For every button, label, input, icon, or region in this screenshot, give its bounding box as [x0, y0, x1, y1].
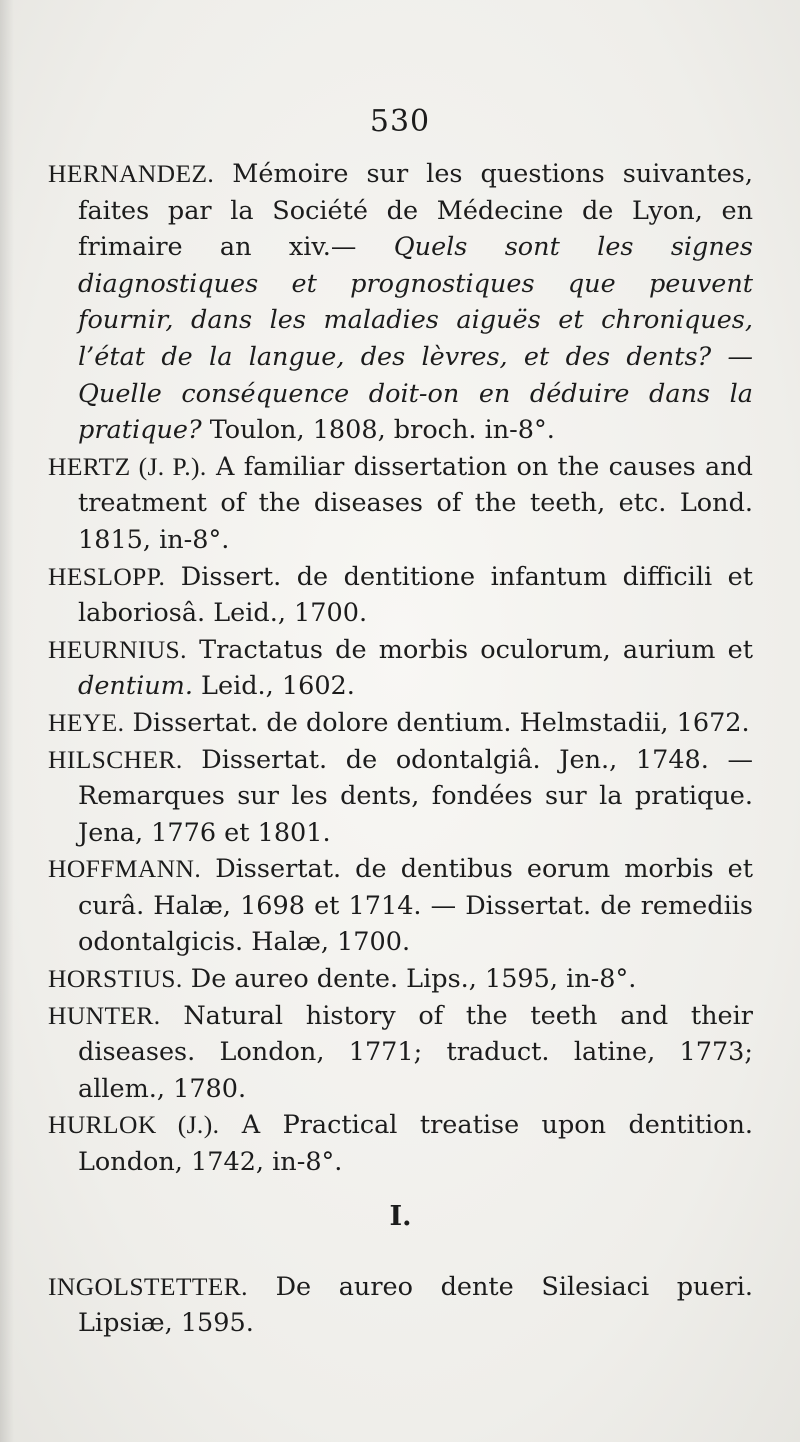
entry-italic-text: Quels sont les signes diagnostiques et prognostiques que peuvent fournir, dans les maladies aiguës et chroniques, l’état de la langue, des lèvres, et des dents? — Quelle conséquence doit-on en déduire dans la pratique?	[78, 232, 753, 446]
page-number: 530	[369, 104, 431, 139]
bibliography-entry	[48, 998, 753, 1108]
bibliography-entry	[48, 559, 753, 632]
bibliography-entry	[48, 632, 753, 705]
entry-author: HEYE.	[48, 707, 125, 737]
entry-author: HEURNIUS.	[48, 634, 187, 664]
entry-author: INGOLSTETTER.	[48, 1271, 248, 1301]
entry-text: Dissertat. de dentibus eorum morbis et curâ. Halæ, 1698 et 1714. — Dissertat. de remediis odontalgicis. Halæ, 1700.	[78, 854, 753, 958]
entry-author: HUNTER.	[48, 1000, 161, 1030]
entry-text: Leid., 1602.	[192, 671, 355, 702]
entry-author: HURLOK (J.).	[48, 1110, 220, 1140]
entry-text: Toulon, 1808, broch. in-8°.	[201, 415, 555, 446]
entry-text: Dissert. de dentitione infantum difficili et laboriosâ. Leid., 1700.	[78, 561, 753, 629]
page-edge-shadow	[0, 0, 14, 1442]
entry-author: HILSCHER.	[48, 744, 183, 774]
entry-text: Mémoire sur les questions suivantes, faites par la Société de Médecine de Lyon, en frimaire an xiv.—	[78, 159, 753, 263]
entries-i-section	[48, 1269, 753, 1342]
entry-text: Natural history of the teeth and their diseases. London, 1771; traduct. latine, 1773; allem., 1780.	[78, 1000, 753, 1104]
entry-author: HESLOPP.	[48, 561, 166, 591]
entry-author: HOFFMANN.	[48, 854, 202, 884]
bibliography-entries	[48, 156, 753, 1342]
bibliography-entry	[48, 156, 753, 449]
entry-text: Dissertat. de dolore dentium. Helmstadii, 1672.	[124, 707, 750, 738]
entry-author: HERNANDEZ.	[48, 159, 215, 188]
entry-text: A Practical treatise upon dentition. London, 1742, in-8°.	[78, 1110, 753, 1178]
section-heading: I.	[389, 1200, 412, 1232]
bibliography-entry	[48, 449, 753, 559]
bibliography-entry	[48, 961, 753, 998]
entry-text: De aureo dente. Lips., 1595, in-8°.	[182, 964, 637, 995]
bibliography-entry	[48, 1269, 753, 1342]
entries-h-section	[48, 156, 753, 1181]
entry-text: De aureo dente Silesiaci pueri. Lipsiæ, 1595.	[78, 1271, 753, 1339]
bibliography-entry	[48, 705, 753, 742]
bibliography-entry	[48, 851, 753, 961]
entry-text: Dissertat. de odontalgiâ. Jen., 1748. — Remarques sur les dents, fondées sur la pratique. Jena, 1776 et 1801.	[78, 744, 753, 848]
entry-author: HERTZ (J. P.).	[48, 451, 207, 481]
bibliography-entry	[48, 1107, 753, 1180]
entry-author: HORSTIUS.	[48, 964, 183, 994]
entry-italic-text: dentium.	[78, 671, 193, 702]
entry-text: A familiar dissertation on the causes and treatment of the diseases of the teeth, etc. Lond. 1815, in-8°.	[78, 451, 753, 555]
bibliography-entry	[48, 742, 753, 852]
entry-text: Tractatus de morbis oculorum, aurium et	[186, 634, 753, 665]
